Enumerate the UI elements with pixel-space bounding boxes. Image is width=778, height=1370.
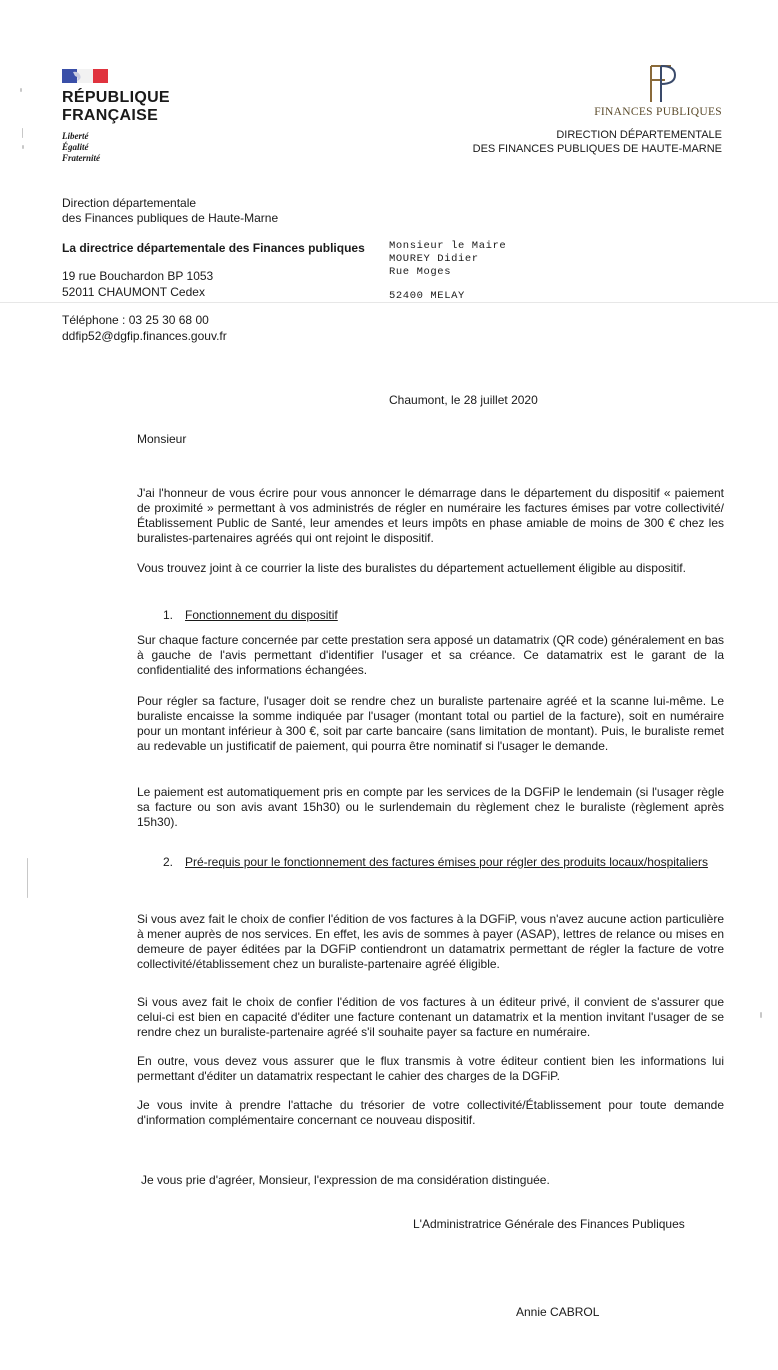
republic-name-line2: FRANÇAISE	[62, 107, 159, 124]
recipient-line3: Rue Moges	[389, 266, 452, 278]
paragraph-dgfip-edition: Si vous avez fait le choix de confier l'édition de vos factures à la DGFiP, vous n'avez aucune action particulière à mener auprès de nos services. En effet, les avis de sommes à payer (ASAP), lettres de relance ou mises en demeure de payer éditées par la DGFiP contiendront un datamatrix permettant de régler la facture de votre collectivité/établissement chez un buraliste-partenaire agréé éligible.	[137, 912, 724, 971]
sender-phone: Téléphone : 03 25 30 68 00	[62, 313, 209, 327]
section-title: Fonctionnement du dispositif	[185, 608, 338, 622]
section-heading-1	[163, 608, 338, 623]
paragraph-processing: Le paiement est automatiquement pris en compte par les services de la DGFiP le lendemain (si l'usager règle sa facture ou son avis avant 15h30) ou le surlendemain du règlement chez le buraliste (règlement après 15h30).	[137, 785, 724, 829]
republic-name-line1: RÉPUBLIQUE	[62, 89, 170, 106]
letter-date: Chaumont, le 28 juillet 2020	[389, 393, 538, 407]
section-number: 1.	[163, 608, 174, 622]
paragraph-data-flow: En outre, vous devez vous assurer que le flux transmis à votre éditeur contient bien les informations lui permettant d'éditer un datamatrix respectant le cahier des charges de la DGFiP.	[137, 1054, 724, 1083]
sender-line2: des Finances publiques de Haute-Marne	[62, 211, 279, 225]
closing-formula: Je vous prie d'agréer, Monsieur, l'expression de ma considération distinguée.	[141, 1173, 550, 1187]
motto-fraternite: Fraternité	[62, 153, 101, 163]
scan-speck	[22, 128, 23, 138]
recipient-line4: 52400 MELAY	[389, 290, 465, 302]
signer-title: L'Administratrice Générale des Finances Publiques	[413, 1217, 685, 1231]
motto-liberte: Liberté	[62, 131, 89, 141]
recipient-line2: MOUREY Didier	[389, 253, 479, 265]
paragraph-attachment: Vous trouvez joint à ce courrier la liste des buralistes du département actuellement éligible au dispositif.	[137, 561, 686, 575]
section-number: 2.	[163, 855, 174, 869]
paragraph-treasurer: Je vous invite à prendre l'attache du trésorier de votre collectivité/Établissement pour toute demande d'information complémentaire concernant ce nouveau dispositif.	[137, 1098, 724, 1127]
fold-line	[0, 302, 778, 303]
sender-address1: 19 rue Bouchardon BP 1053	[62, 269, 214, 283]
sender-email: ddfip52@dgfip.finances.gouv.fr	[62, 329, 227, 343]
salutation: Monsieur	[137, 432, 187, 446]
paragraph-intro: J'ai l'honneur de vous écrire pour vous annoncer le démarrage dans le département du dispositif « paiement de proximité » permettant à vos administrés de régler en numéraire les factures émises par votre collectivité/Établissement Public de Santé, leur amendes et leurs impôts en phase amiable de moins de 300 € chez les buralistes-partenaires agréés qui ont rejoint le dispositif.	[137, 486, 724, 545]
motto-egalite: Égalité	[62, 142, 89, 152]
direction-heading-line1: DIRECTION DÉPARTEMENTALE	[556, 129, 722, 141]
finances-publiques-label: FINANCES PUBLIQUES	[594, 106, 722, 118]
sender-address2: 52011 CHAUMONT Cedex	[62, 285, 205, 299]
sender-line1: Direction départementale	[62, 196, 197, 210]
paragraph-private-editor: Si vous avez fait le choix de confier l'édition de vos factures à un éditeur privé, il convient de s'assurer que celui-ci est bien en capacité d'éditer une facture contenant un datamatrix et la mention invitant l'usager de se rendre chez un buraliste-partenaire agréé s'il souhaite payer sa facture en numéraire.	[137, 995, 724, 1039]
scan-speck	[760, 1012, 762, 1018]
marianne-flag-icon	[62, 69, 108, 83]
section-heading-2	[163, 855, 727, 870]
paragraph-datamatrix: Sur chaque facture concernée par cette prestation sera apposé un datamatrix (QR code) généralement en bas à gauche de l'avis permettant d'identifier l'usager et sa créance. Ce datamatrix est le garant de la confidentialité des informations échangées.	[137, 633, 725, 677]
signer-name: Annie CABROL	[516, 1305, 600, 1319]
scan-speck	[22, 145, 24, 149]
scan-speck	[20, 88, 22, 92]
sender-title: La directrice départementale des Finances publiques	[62, 241, 365, 255]
direction-heading-line2: DES FINANCES PUBLIQUES DE HAUTE-MARNE	[472, 143, 722, 155]
scan-speck	[27, 858, 28, 898]
finances-publiques-logo-icon	[645, 62, 677, 104]
section-title: Pré-requis pour le fonctionnement des factures émises pour régler des produits locaux/hospitaliers	[185, 855, 708, 869]
paragraph-payment: Pour régler sa facture, l'usager doit se rendre chez un buraliste partenaire agréé et la scanne lui-même. Le buraliste encaisse la somme indiquée par l'usager (montant total ou partiel de la facture), soit en numéraire pour un montant inférieur à 300 €, soit par carte bancaire (sans limitation de montant). Puis, le buraliste remet au redevable un justificatif de paiement, qui pourra être nominatif si l'usager le demande.	[137, 694, 724, 753]
recipient-line1: Monsieur le Maire	[389, 240, 507, 252]
